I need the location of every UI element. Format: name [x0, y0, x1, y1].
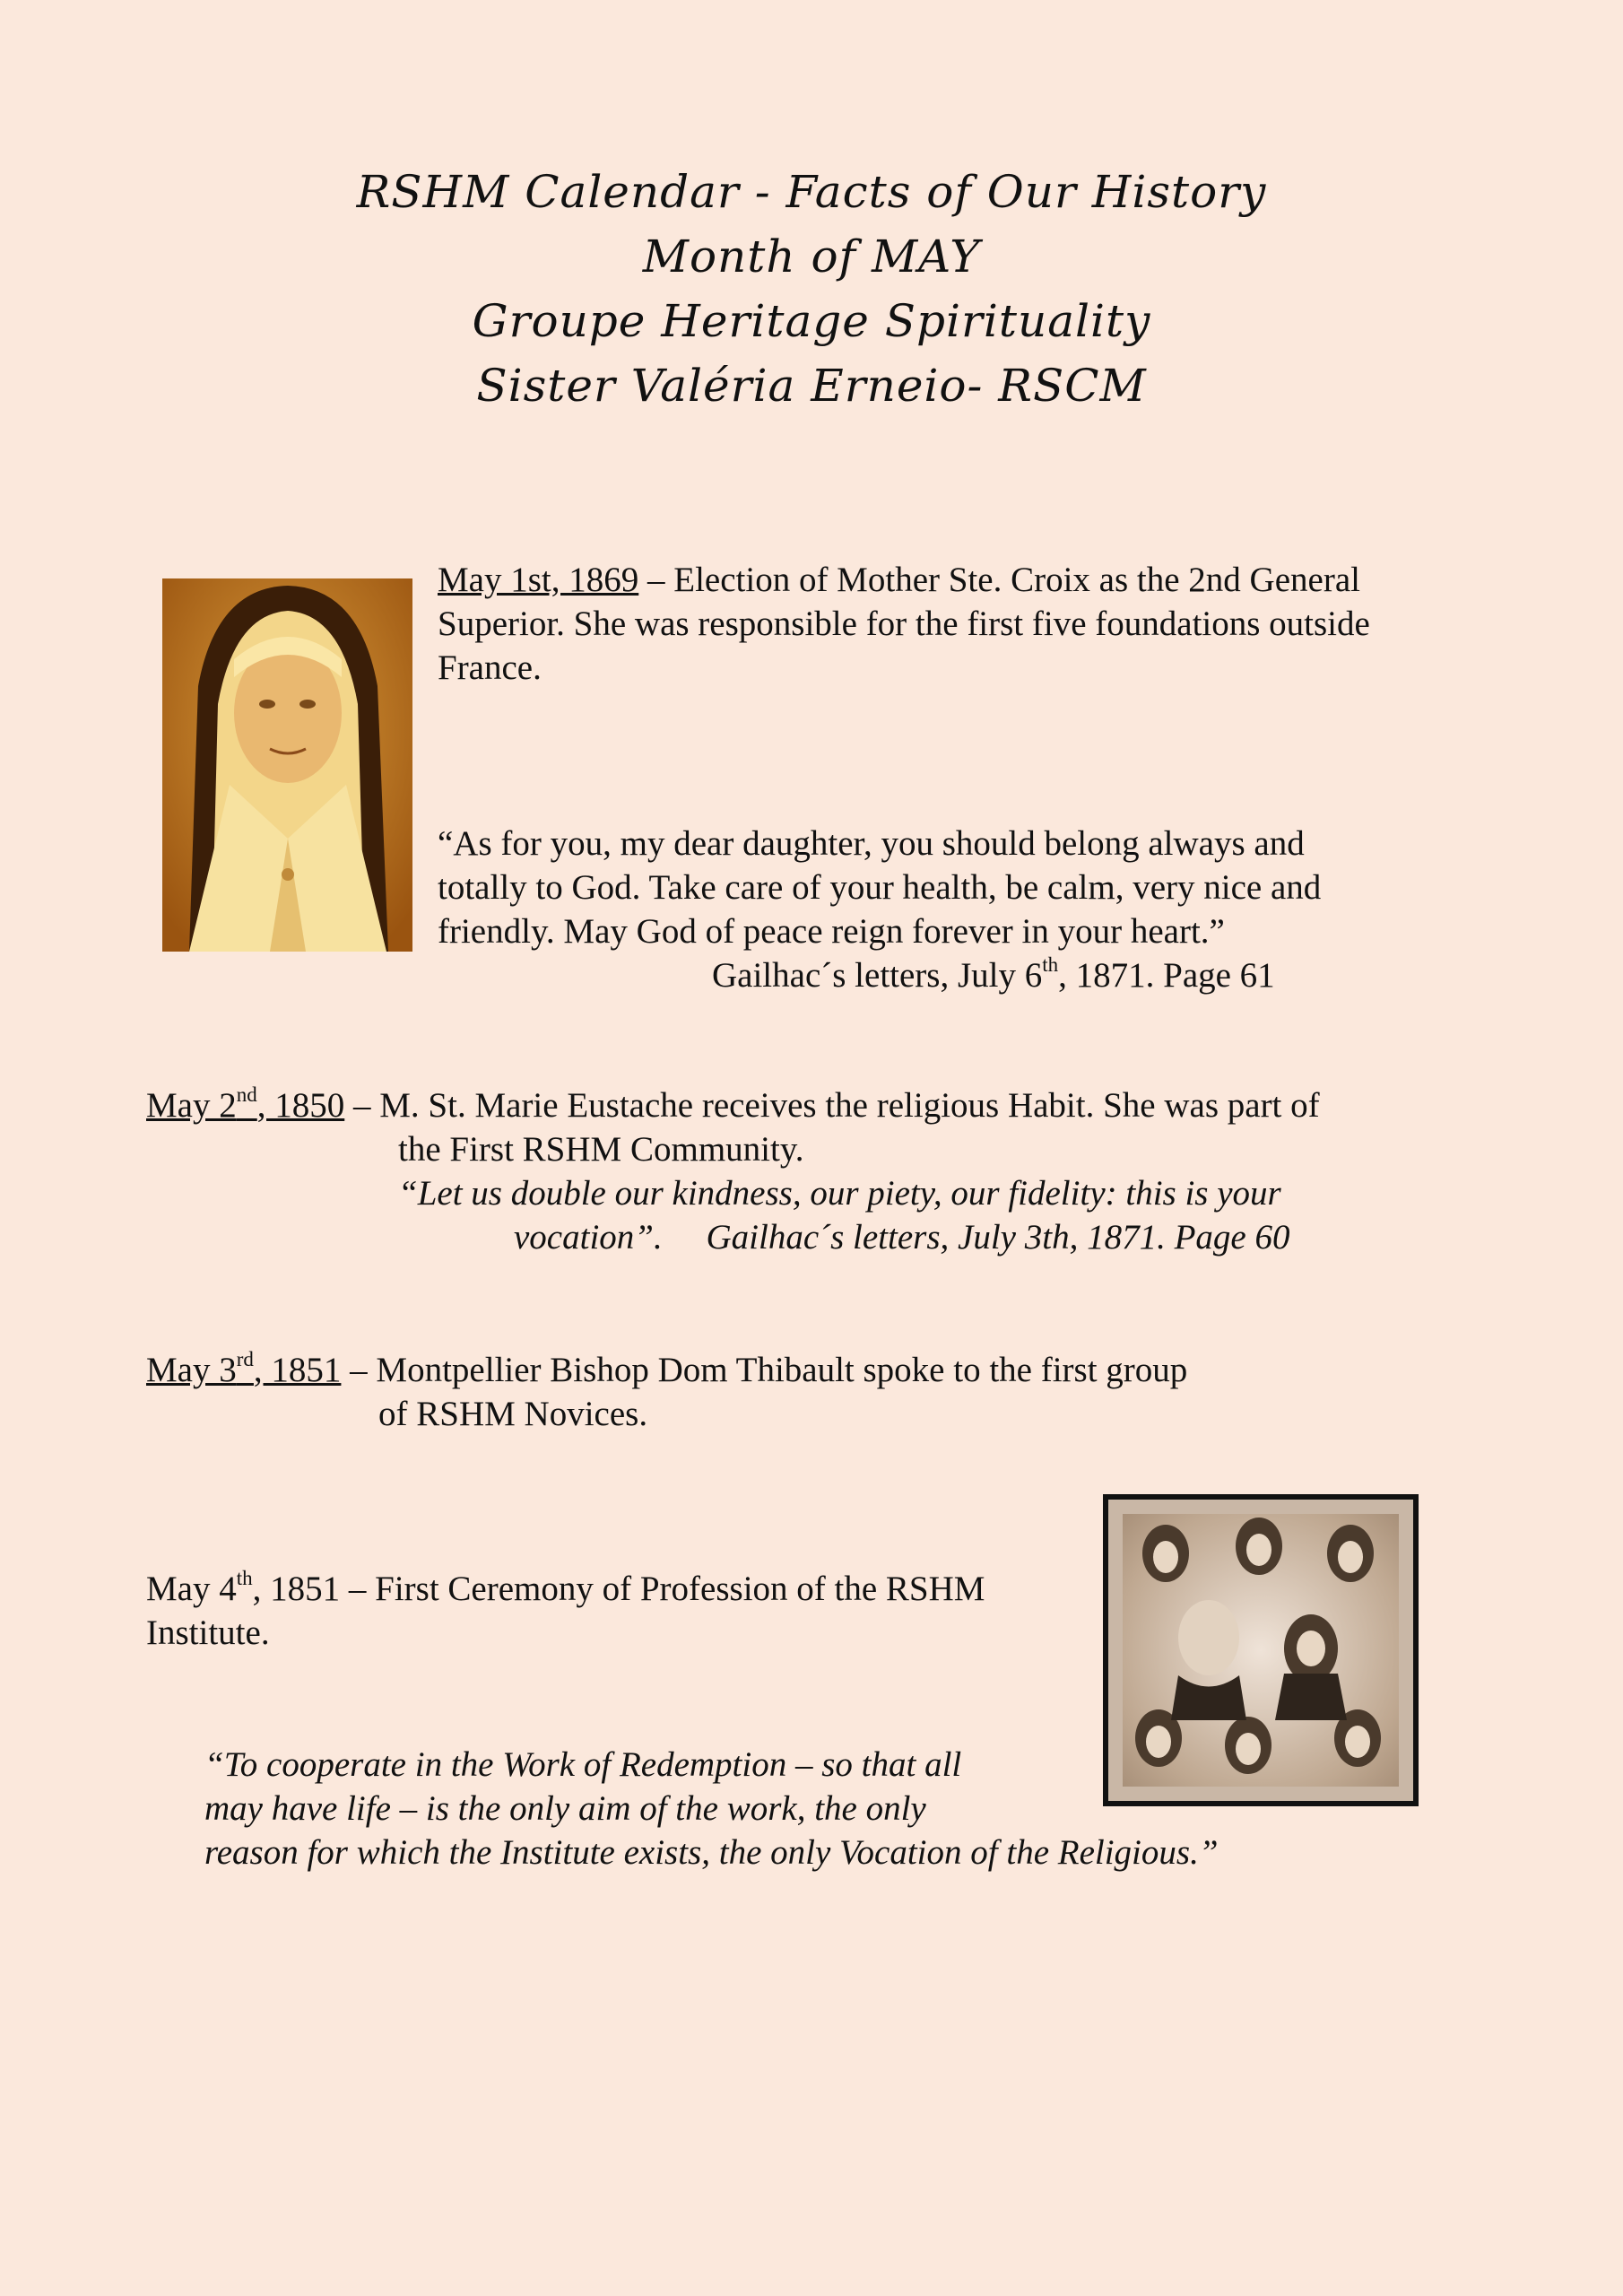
page-title — [0, 160, 1623, 418]
entry-may-3 — [146, 1348, 1491, 1436]
date-text: , 1850 — [256, 1086, 345, 1125]
date-sup: rd — [236, 1348, 254, 1370]
date-text: May 3 — [146, 1351, 237, 1389]
entry-may-1 — [438, 558, 1478, 690]
title-line-3: Groupe Heritage Spirituality — [472, 295, 1151, 347]
quote-line: “To cooperate in the Work of Redemption – so that all — [204, 1745, 962, 1784]
quote-line: “As for you, my dear daughter, you should belong always and — [438, 824, 1305, 863]
entry-text: Superior. She was responsible for the first five foundations outside — [438, 604, 1370, 643]
title-line-2: Month of MAY — [642, 230, 981, 283]
quote-line: “Let us double our kindness, our piety, our fidelity: this is your — [398, 1174, 1281, 1213]
quote-line: reason for which the Institute exists, the only Vocation of the Religious.” — [204, 1833, 1219, 1872]
entry-text: the First RSHM Community. — [398, 1130, 804, 1169]
entry-may-4 — [146, 1567, 1097, 1655]
date-sup: th — [236, 1567, 253, 1589]
entry-text: of RSHM Novices. — [378, 1395, 648, 1433]
entry-text: – Montpellier Bishop Dom Thibault spoke to the first group — [341, 1351, 1188, 1389]
date-sup: nd — [236, 1083, 257, 1106]
entry-date: May 4 — [146, 1570, 237, 1608]
source-text: Gailhac´s letters, July 6 — [712, 956, 1043, 995]
entry-may-2 — [146, 1083, 1491, 1259]
quote-may-1 — [438, 822, 1478, 997]
title-line-1: RSHM Calendar - Facts of Our History — [356, 166, 1267, 218]
quote-line: may have life – is the only aim of the work, the only — [204, 1789, 926, 1828]
portrait-image — [162, 578, 412, 952]
entry-text: , 1851 – First Ceremony of Profession of the RSHM — [252, 1570, 985, 1608]
entry-text: – Election of Mother Ste. Croix as the 2nd General — [638, 561, 1360, 599]
quote-line: friendly. May God of peace reign forever in your heart.” — [438, 912, 1225, 951]
quote-source — [438, 953, 1478, 997]
entry-date — [146, 1348, 342, 1389]
source-sup: th — [1042, 953, 1059, 976]
entry-text: France. — [438, 648, 542, 687]
source-text: , 1871. Page 61 — [1058, 956, 1275, 995]
nun-portrait-icon — [162, 578, 412, 952]
date-text: , 1851 — [253, 1351, 342, 1389]
date-text: May 2 — [146, 1086, 237, 1125]
entry-date — [146, 1083, 345, 1125]
quote-line: vocation”. Gailhac´s letters, July 3th, 1871. Page 60 — [514, 1218, 1290, 1257]
quote-line: totally to God. Take care of your health, be calm, very nice and — [438, 868, 1322, 907]
title-line-4: Sister Valéria Erneio- RSCM — [476, 360, 1147, 412]
quote-may-4 — [204, 1743, 1496, 1874]
entry-text: Institute. — [146, 1613, 270, 1652]
entry-text: – M. St. Marie Eustache receives the religious Habit. She was part of — [344, 1086, 1320, 1125]
entry-date: May 1st, 1869 — [438, 561, 639, 599]
